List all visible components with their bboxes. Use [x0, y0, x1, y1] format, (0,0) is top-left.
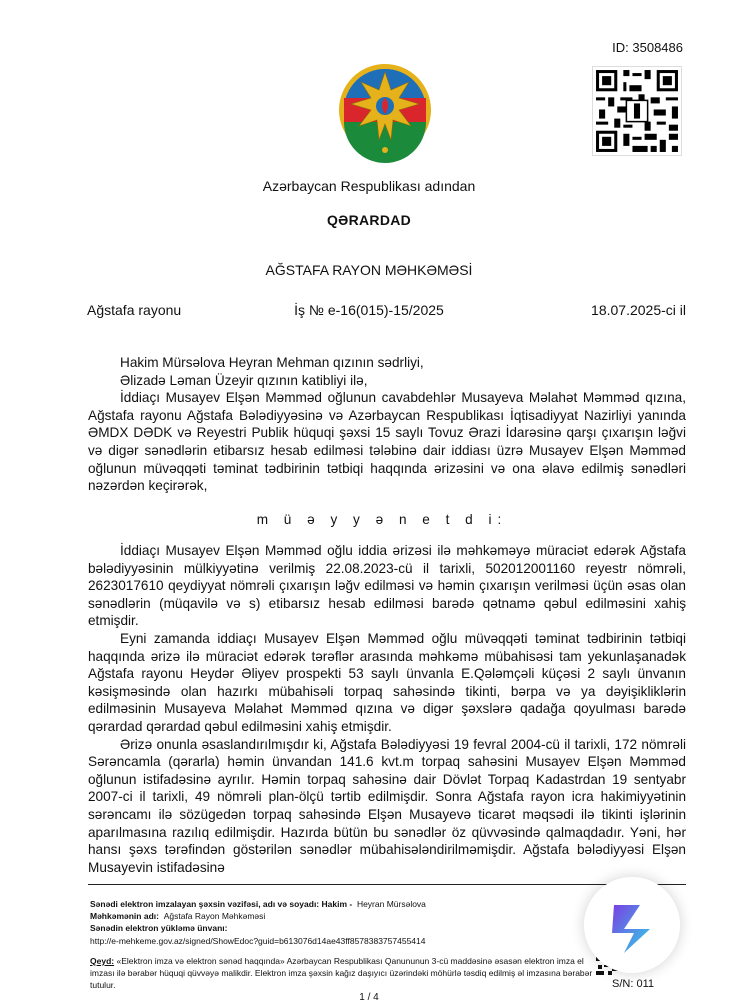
intro-section: [88, 354, 686, 495]
body-paragraph: Eyni zamanda iddiaçı Musayev Elşən Məmməd oğlu müvəqqəti təminat tədbirinin tətbiqi haqqında ərizə ilə müraciət edərək tərəflər arasında məhkəmə mübahisəsi tam yekunlaşanadək Ağstafa rayonu Heydər Əliyev prospekti 53 saylı ünvanla E.Qələmçəli küçəsi 2 saylı ünvanın kəsişməsində olan hazırkı mübahisəli torpaq sahəsində tikinti, bərpa və ya dəyişikliklərin edilməsinin Musayeva Məlahət Məmməd qızına və digər şəxslərə qadağa qoyulması barədə qərardad qərardad qəbul edilməsini xahiş etmişdir.: [88, 630, 686, 734]
body-paragraph: İddiaçı Musayev Elşən Məmməd oğlu iddia ərizəsi ilə məhkəməyə müraciət edərək Ağstafa bələdiyyəsinin mülkiyyətinə verilmiş 22.08.2023-cü il tarixli, 502012001160 reyestr nömrəli, 2623017610 qeydiyyat nömrəli çıxarışın ləğv edilməsi və həmin çıxarışın verilməsi üçün əsas olan sənədlərin (müqavilə və s) etibarsız hesab edilməsi barədə qətnamə qəbul edilməsini xahiş etmişdir.: [88, 543, 686, 629]
intro-line: Əlizadə Ləman Üzeyir qızının katibliyi ilə,: [120, 372, 368, 388]
court-value: Ağstafa Rayon Məhkəməsi: [163, 911, 266, 922]
note-text: «Elektron imza və elektron sənəd haqqında» Azərbaycan Respublikası Qanununun 3-cü maddəsinə əsasən elektron imza el imzası ilə bərabər hüquqi qüvvəyə malikdir. Elektron imza şəxsin kağız daşıyıcı üzərindəki möhürlə təsdiq edilmiş əl imzasına bərabər tutulur.: [90, 955, 593, 991]
note-label: Qeyd:: [90, 955, 115, 966]
footer-divider: [88, 884, 686, 885]
document-id: ID: 3508486: [612, 40, 683, 55]
address-label: Sənədin elektron yükləmə ünvanı:: [90, 923, 228, 934]
intro-line: Hakim Mürsəlova Heyran Mehman qızının sədrliyi,: [120, 355, 424, 370]
established-heading: m ü ə y y ə n e t d i:: [256, 512, 508, 527]
court-name: AĞSTAFA RAYON MƏHKƏMƏSİ: [265, 262, 473, 278]
intro-paragraph: İddiaçı Musayev Elşən Məmməd oğlunun cavabdehlər Musayeva Məlahət Məmməd qızına, Ağstafa rayonu Ağstafa Bələdiyyəsinə və Azərbaycan Respublikası İqtisadiyyat Nazirliyi yanında ƏMDX DƏDK və Reyestri Publik hüquqi şəxsi 15 saylı Tovuz Ərazi İdarəsinə qarşı çıxarışın ləğvi və digər sənədlərin etibarsız hesab edilməsi tələbinə dair iddiası üzrə Musayev Elşən Məmməd oğlunun müvəqqəti təminat tədbirinin tətbiqi haqqında ərizəsini və ona əlavə edilmiş sənədləri nəzərdən keçirərək,: [88, 390, 686, 494]
qr-code-icon: [592, 66, 682, 156]
document-title: QƏRARDAD: [326, 212, 412, 228]
case-number: İş № e-16(015)-15/2025: [294, 302, 444, 318]
serial-number: S/N: 011: [612, 978, 654, 990]
azerbaijan-emblem-icon: [333, 60, 437, 164]
location: Ağstafa rayonu: [87, 302, 182, 318]
court-label: Məhkəmənin adı:: [90, 911, 159, 922]
signer-value: Heyran Mürsəlova: [356, 899, 426, 909]
signature-footer: [90, 898, 610, 991]
download-link[interactable]: http://e-mehkeme.gov.az/signed/ShowEdoc?guid=b613076d14ae43ff8578383757455414: [90, 935, 426, 946]
body-section: [88, 542, 686, 876]
app-logo-icon[interactable]: [584, 877, 680, 973]
signer-label: Sənədi elektron imzalayan şəxsin vəzifəsi, adı və soyadı: Hakim -: [90, 899, 353, 909]
document-date: 18.07.2025-ci il: [591, 302, 686, 318]
body-paragraph: Ərizə onunla əsaslandırılmışdır ki, Ağstafa Bələdiyyəsi 19 fevral 2004-cü il tarixli, 172 nömrəli Sərəncamla (qərarla) həmin ünvandan 141.6 kvt.m torpaq sahəsini Musayev Elşən Məmməd oğlunun istifadəsinə ayrılır. Həmin torpaq sahəsinə dair Dövlət Torpaq Kadastrdan 19 sentyabr 2007-ci il tarixli, 49 nömrəli plan-ölçü tərtib edilmişdir. Sonra Ağstafa rayon icra hakimiyyətinin sərəncamı ilə sözügedən torpaq sahəsində Elşən Musayevə ticarət məqsədi ilə tikinti işlərinin aparılmasına razılıq edilmişdir. Hazırda bütün bu sənədlər öz qüvvəsində qalmaqdadır. Yəni, hər hansı şəxs tərəfindən göstərilən sənədlər mübahisələndirilməmişdir. Ağstafa bələdiyyəsi Elşən Musayevin istifadəsinə: [88, 736, 686, 875]
republic-heading: Azərbaycan Respublikası adından: [262, 178, 476, 194]
page-number: 1 / 4: [359, 992, 379, 1003]
